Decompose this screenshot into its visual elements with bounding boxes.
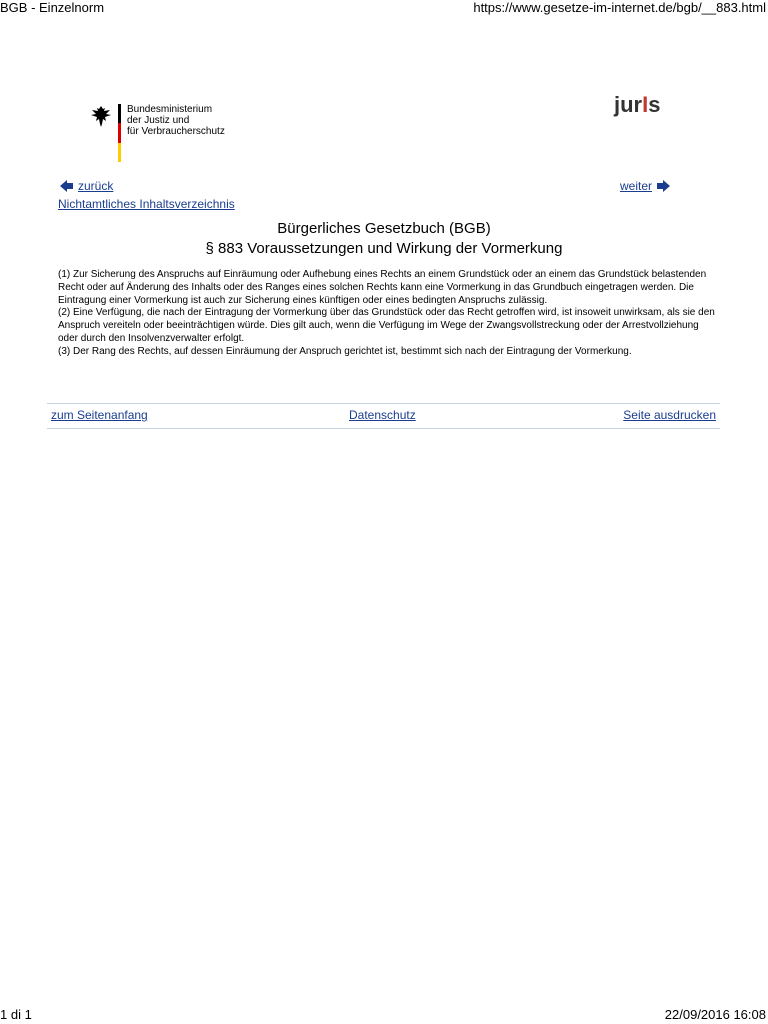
law-text <box>58 269 718 359</box>
juris-i: I <box>642 92 649 117</box>
print-header-url: https://www.gesetze-im-internet.de/bgb/__883.html <box>473 0 766 15</box>
federal-eagle-icon <box>90 104 112 128</box>
ministry-name <box>127 104 225 137</box>
juris-logo[interactable] <box>614 92 661 118</box>
ministry-line: der Justiz und <box>127 115 190 126</box>
arrow-left-icon[interactable] <box>60 179 74 193</box>
paragraph: (1) Zur Sicherung des Anspruchs auf Einräumung oder Aufhebung eines Rechts an einem Grundstück oder an einem das Grundstück belastenden Recht oder auf Änderung des Inhalts oder des Ranges eines solchen Rechts kann eine Vormerkung in das Grundbuch eingetragen werden. Die Eintragung einer Vormerkung ist auch zur Sicherung eines künftigen oder eines bedingten Anspruchs zulässig. <box>58 269 707 306</box>
back-link[interactable]: zurück <box>78 179 114 193</box>
paragraph: (2) Eine Verfügung, die nach der Eintragung der Vormerkung über das Grundstück oder das Recht getroffen wird, ist insoweit unwirksam, als sie den Anspruch vereiteln oder beeinträchtigen würde. Dies gilt auch, wenn die Verfügung im Wege der Zwangsvollstreckung oder der Arrestvollziehung oder durch den Insolvenzverwalter erfolgt. <box>58 307 715 344</box>
nav-back[interactable] <box>60 179 113 193</box>
print-link[interactable]: Seite ausdrucken <box>623 408 716 422</box>
paragraph: (3) Der Rang des Rechts, auf dessen Einräumung der Anspruch gerichtet ist, bestimmt sich nach der Eintragung der Vormerkung. <box>58 345 632 357</box>
print-footer-page: 1 di 1 <box>0 1007 32 1022</box>
forward-link[interactable]: weiter <box>620 179 653 193</box>
law-title: Bürgerliches Gesetzbuch (BGB) <box>277 220 491 237</box>
ministry-line: Bundesministerium <box>127 104 213 115</box>
juris-prefix: jur <box>614 92 643 117</box>
footer-nav <box>47 403 720 429</box>
ministry-line: für Verbraucherschutz <box>127 126 225 137</box>
print-header-title: BGB - Einzelnorm <box>0 0 105 15</box>
flag-black <box>118 104 121 123</box>
arrow-right-icon[interactable] <box>656 179 670 193</box>
section-title: § 883 Voraussetzungen und Wirkung der Vormerkung <box>205 240 563 257</box>
flag-bar <box>118 104 121 162</box>
top-link[interactable]: zum Seitenanfang <box>51 408 148 422</box>
print-footer-datetime: 22/09/2016 16:08 <box>664 1007 766 1022</box>
flag-gold <box>118 143 121 162</box>
ministry-logo <box>90 104 230 162</box>
toc-link[interactable]: Nichtamtliches Inhaltsverzeichnis <box>58 197 235 211</box>
juris-suffix: s <box>648 92 661 117</box>
nav-forward[interactable] <box>620 179 670 193</box>
privacy-link[interactable]: Datenschutz <box>349 408 416 422</box>
flag-red <box>118 123 121 142</box>
